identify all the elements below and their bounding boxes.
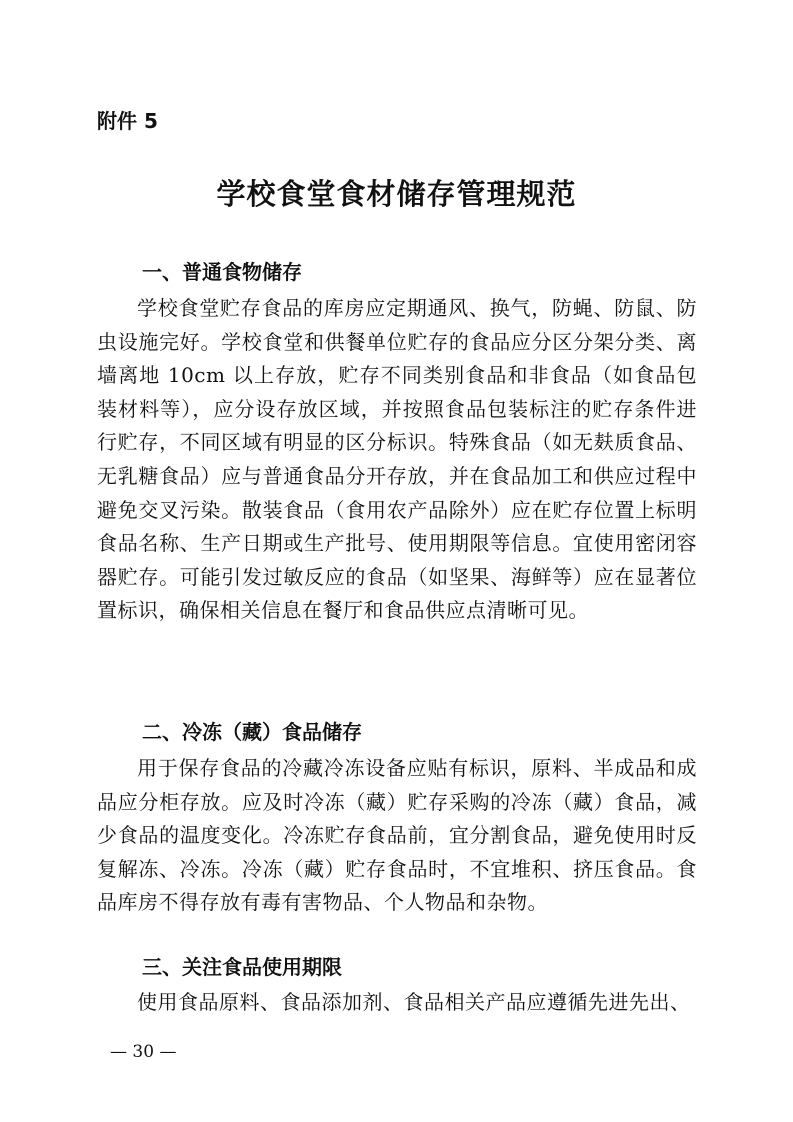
section-paragraph-1: 学校食堂贮存食品的库房应定期通风、换气，防蝇、防鼠、防虫设施完好。学校食堂和供餐单位贮存的食品应分区分架分类、离墙离地 10cm 以上存放，贮存不同类别食品和非食品（如食品包装材料等），应分设存放区域，并按照食品包装标注的贮存条件进行贮存，不同区域有明显的区分标识。特殊食品（如无麸质食品、无乳糖食品）应与普通食品分开存放，并在食品加工和供应过程中避免交叉污染。散装食品（食用农产品除外）应在贮存位置上标明食品名称、生产日期或生产批号、使用期限等信息。宜使用密闭容器贮存。可能引发过敏反应的食品（如坚果、海鲜等）应在显著位置标识，确保相关信息在餐厅和食品供应点清晰可见。 (97, 296, 697, 623)
section-heading-2: 二、冷冻（藏）食品储存 (142, 720, 362, 744)
page-number: — 30 — (110, 1042, 177, 1062)
page-title: 学校食堂食材储存管理规范 (216, 177, 577, 211)
section-heading-1: 一、普通食物储存 (142, 260, 302, 284)
section-paragraph-3: 使用食品原料、食品添加剂、食品相关产品应遵循先进先出、 (137, 990, 691, 1014)
attachment-label: 附件 5 (97, 109, 158, 133)
section-paragraph-2: 用于保存食品的冷藏冷冻设备应贴有标识，原料、半成品和成品应分柜存放。应及时冷冻（藏）贮存采购的冷冻（藏）食品，减少食品的温度变化。冷冻贮存食品前，宜分割食品，避免使用时反复解冻、冷冻。冷冻（藏）贮存食品时，不宜堆积、挤压食品。食品库房不得存放有毒有害物品、个人物品和杂物。 (97, 756, 697, 915)
section-heading-3: 三、关注食品使用期限 (142, 955, 342, 979)
